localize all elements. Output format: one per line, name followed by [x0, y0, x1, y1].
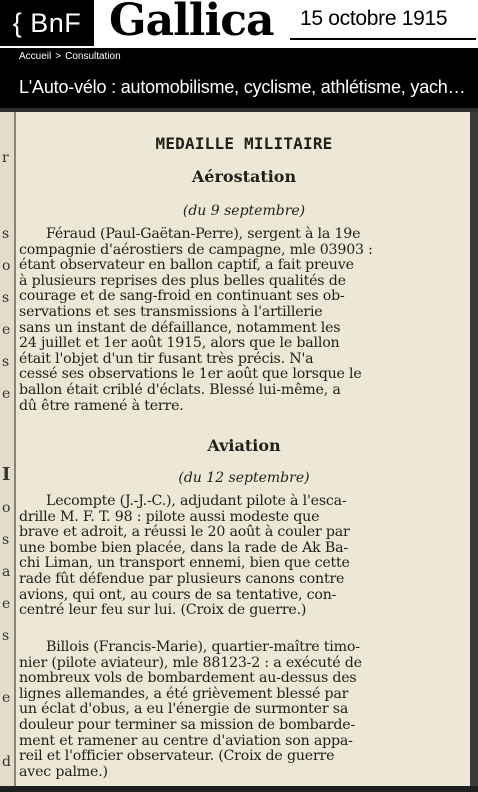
- text-line: centré leur feu sur lui. (Croix de guerre.): [19, 602, 307, 619]
- text-line: rade fût défendue par plusieurs canons contre: [19, 570, 345, 587]
- document-viewer[interactable]: [0, 108, 478, 792]
- text-line: compagnie d'aérostiers de campagne, mle 03903 :: [19, 241, 373, 258]
- text-line: Lecompte (J.-J.-C.), adjudant pilote à l'esca-: [46, 493, 347, 509]
- text-line: dû être ramené à terre.: [19, 397, 184, 414]
- margin-char: s: [2, 226, 10, 242]
- margin-char: I: [2, 464, 11, 485]
- text-line: douleur pour terminer sa mission de bombarde-: [19, 716, 356, 733]
- margin-char: r: [2, 150, 9, 166]
- text-line: avions, qui ont, au cours de sa tentative, con-: [19, 586, 337, 603]
- text-line: brave et adroit, a réussi le 20 août à couler par: [19, 524, 350, 541]
- text-line: lignes allemandes, a été grièvement blessé par: [19, 685, 349, 702]
- text-line: à plusieurs reprises des plus belles qualités de: [19, 272, 346, 289]
- bnf-logo[interactable]: [0, 0, 94, 46]
- text-line: Féraud (Paul-Gaëtan-Perre), sergent à la 19e: [46, 226, 361, 242]
- text-line: chi Liman, un transport ennemi, bien que cette: [19, 555, 350, 572]
- gallica-logo[interactable]: Gallica: [109, 0, 274, 46]
- text-line: avec palme.): [19, 763, 108, 780]
- bnf-logo-text: { BnF: [12, 7, 82, 38]
- breadcrumb-current[interactable]: Consultation: [65, 51, 121, 62]
- margin-char: e: [2, 596, 11, 612]
- margin-char: e: [2, 386, 11, 402]
- text-line: 24 juillet et 1er août 1915, alors que le ballon: [19, 335, 340, 352]
- text-line: courage et de sang-froid en continuant ses ob-: [19, 288, 345, 305]
- section-title-aerostation: Aérostation: [191, 167, 297, 186]
- margin-char: s: [2, 354, 10, 370]
- citation-lecompte: [19, 493, 478, 619]
- text-line: étant observateur en ballon captif, a fait preuve: [19, 257, 354, 274]
- margin-char: s: [2, 628, 10, 644]
- text-line: reil et l'officier observateur. (Croix de guerre: [19, 748, 335, 765]
- margin-char: s: [2, 532, 10, 548]
- section-date-aviation: (du 12 septembre): [178, 470, 310, 486]
- date-underline: [290, 38, 476, 40]
- text-line: était l'objet d'un tir fusant très précis. N'a: [19, 350, 314, 367]
- margin-char: o: [2, 258, 11, 274]
- article-heading: MEDAILLE MILITAIRE: [155, 134, 333, 153]
- margin-char: d: [2, 754, 11, 770]
- text-line: une bombe bien placée, dans la rade de Ak Ba-: [19, 539, 348, 556]
- text-line: nombreux vols de bombardement au-dessus des: [19, 670, 357, 687]
- scan-top-edge: [0, 108, 478, 112]
- column-rule: [14, 112, 16, 792]
- breadcrumb-separator: >: [55, 51, 62, 62]
- margin-char: o: [2, 500, 11, 516]
- margin-char: e: [2, 322, 11, 338]
- text-line: drille M. F. T. 98 : pilote aussi modeste que: [19, 508, 320, 525]
- text-line: nier (pilote aviateur), mle 88123-2 : a exécuté de: [19, 654, 362, 671]
- text-line: servations et ses transmissions à l'artillerie: [19, 303, 323, 320]
- text-line: Billois (Francis-Marie), quartier-maître timo-: [46, 639, 360, 655]
- citation-feraud: [19, 226, 478, 414]
- text-line: sans un instant de défaillance, notamment les: [19, 319, 341, 336]
- section-title-aviation: Aviation: [207, 436, 281, 455]
- scan-bottom-edge: [0, 786, 478, 792]
- issue-date: 15 octobre 1915: [300, 7, 448, 30]
- text-line: cessé ses observations le 1er août que lorsque le: [19, 366, 362, 383]
- margin-char: s: [2, 290, 10, 306]
- text-line: ballon était criblé d'éclats. Blessé lui-même, a: [19, 381, 341, 398]
- document-title: L'Auto-vélo : automobilisme, cyclisme, athlétisme, yach…: [0, 66, 478, 108]
- site-header: [0, 0, 478, 48]
- breadcrumb: [0, 48, 478, 66]
- text-line: un éclat d'obus, a eu l'énergie de surmonter sa: [19, 701, 349, 718]
- breadcrumb-home-link[interactable]: Accueil: [19, 51, 52, 62]
- margin-char: e: [2, 690, 11, 706]
- margin-char: a: [2, 564, 11, 580]
- citation-billois: [19, 639, 478, 780]
- text-line: ment et ramener au centre d'aviation son appa-: [19, 732, 353, 749]
- section-date-aerostation: (du 9 septembre): [182, 203, 306, 219]
